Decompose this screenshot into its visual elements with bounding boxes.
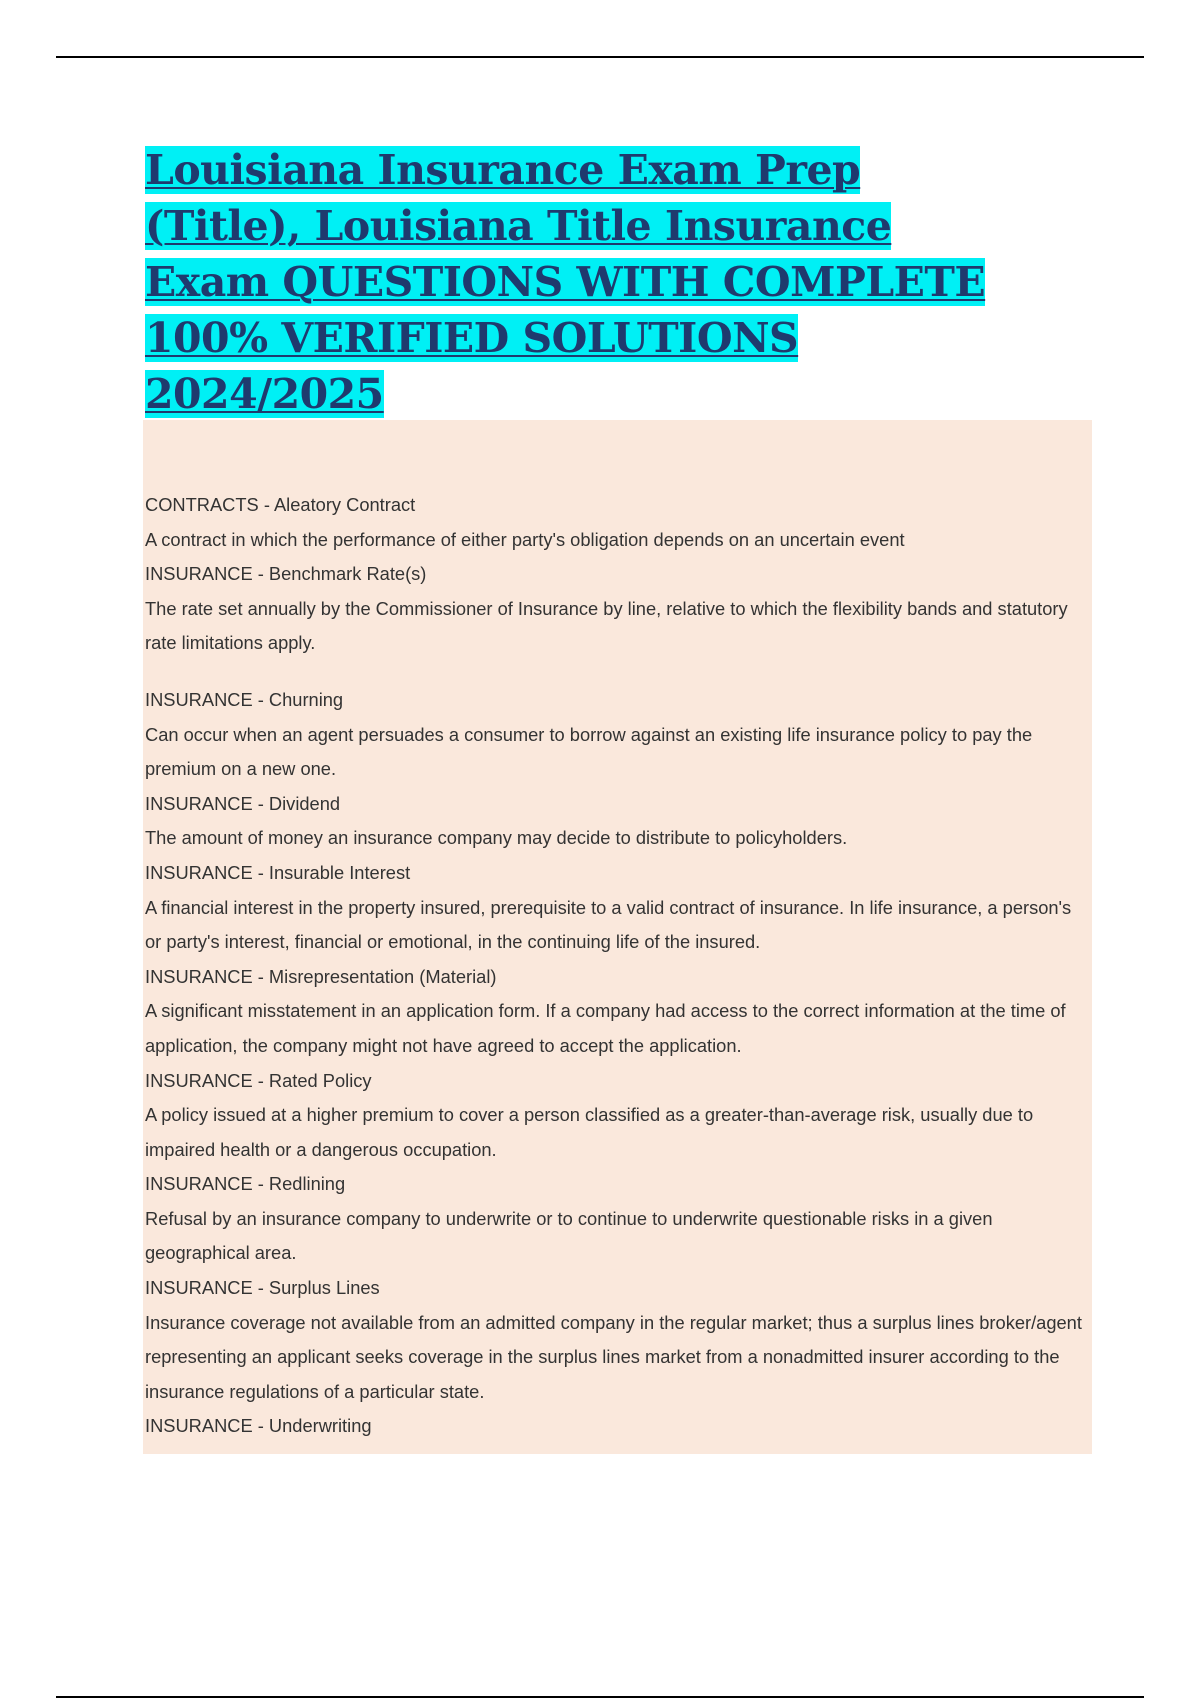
entry-term: INSURANCE - Benchmark Rate(s)	[145, 563, 427, 585]
entry-term: INSURANCE - Churning	[145, 688, 344, 710]
entry-definition: A contract in which the performance of either party's obligation depends on an uncertain event	[145, 528, 905, 550]
entry-term: INSURANCE - Rated Policy	[145, 1069, 372, 1091]
entry-definition: Can occur when an agent persuades a consumer to borrow against an existing life insurance policy to pay the premium on a new one.	[145, 723, 1033, 780]
entry-term: INSURANCE - Insurable Interest	[145, 861, 411, 883]
entry-term: CONTRACTS - Aleatory Contract	[145, 494, 416, 515]
entry-definition: Insurance coverage not available from an admitted company in the regular market; thus a surplus lines broker/agent representing an applicant seeks coverage in the surplus lines market from a nonadmitted insurer according to the insurance regulations of a particular state.	[145, 1311, 1082, 1402]
entry-term: INSURANCE - Redlining	[145, 1173, 346, 1195]
entry-term: INSURANCE - Dividend	[145, 792, 341, 814]
entry-term: INSURANCE - Misrepresentation (Material)	[145, 965, 497, 987]
title-line: 2024/2025	[145, 370, 384, 418]
entry-definition: A policy issued at a higher premium to cover a person classified as a greater-than-average risk, usually due to impaired health or a dangerous occupation.	[145, 1104, 1034, 1160]
content-panel	[143, 420, 1092, 1454]
title-line: Exam QUESTIONS WITH COMPLETE	[145, 258, 986, 306]
document-title	[145, 142, 1090, 422]
entry-definition: A financial interest in the property insured, prerequisite to a valid contract of insurance. In life insurance, a person's or party's interest, financial or emotional, in the continuing life of the insured.	[145, 896, 1072, 953]
bottom-rule	[56, 1696, 1144, 1698]
entry-definition: Refusal by an insurance company to underwrite or to continue to underwrite questionable risks in a given geographical area.	[145, 1207, 993, 1264]
entry-definition: The rate set annually by the Commissioner of Insurance by line, relative to which the flexibility bands and statutory rate limitations apply.	[145, 597, 1068, 654]
title-line: 100% VERIFIED SOLUTIONS	[145, 314, 799, 362]
entry-definition: A significant misstatement in an application form. If a company had access to the correct information at the time of application, the company might not have agreed to accept the application.	[145, 1000, 1066, 1056]
entry-term: INSURANCE - Underwriting	[145, 1415, 372, 1437]
title-line: (Title), Louisiana Title Insurance	[145, 202, 892, 250]
flashcard-list	[145, 488, 1087, 1444]
entry-term: INSURANCE - Surplus Lines	[145, 1277, 380, 1299]
title-line: Louisiana Insurance Exam Prep	[145, 146, 861, 194]
title-block	[145, 142, 1090, 422]
section-gap	[145, 661, 1087, 683]
top-rule	[56, 56, 1144, 58]
entry-definition: The amount of money an insurance company may decide to distribute to policyholders.	[145, 827, 848, 849]
